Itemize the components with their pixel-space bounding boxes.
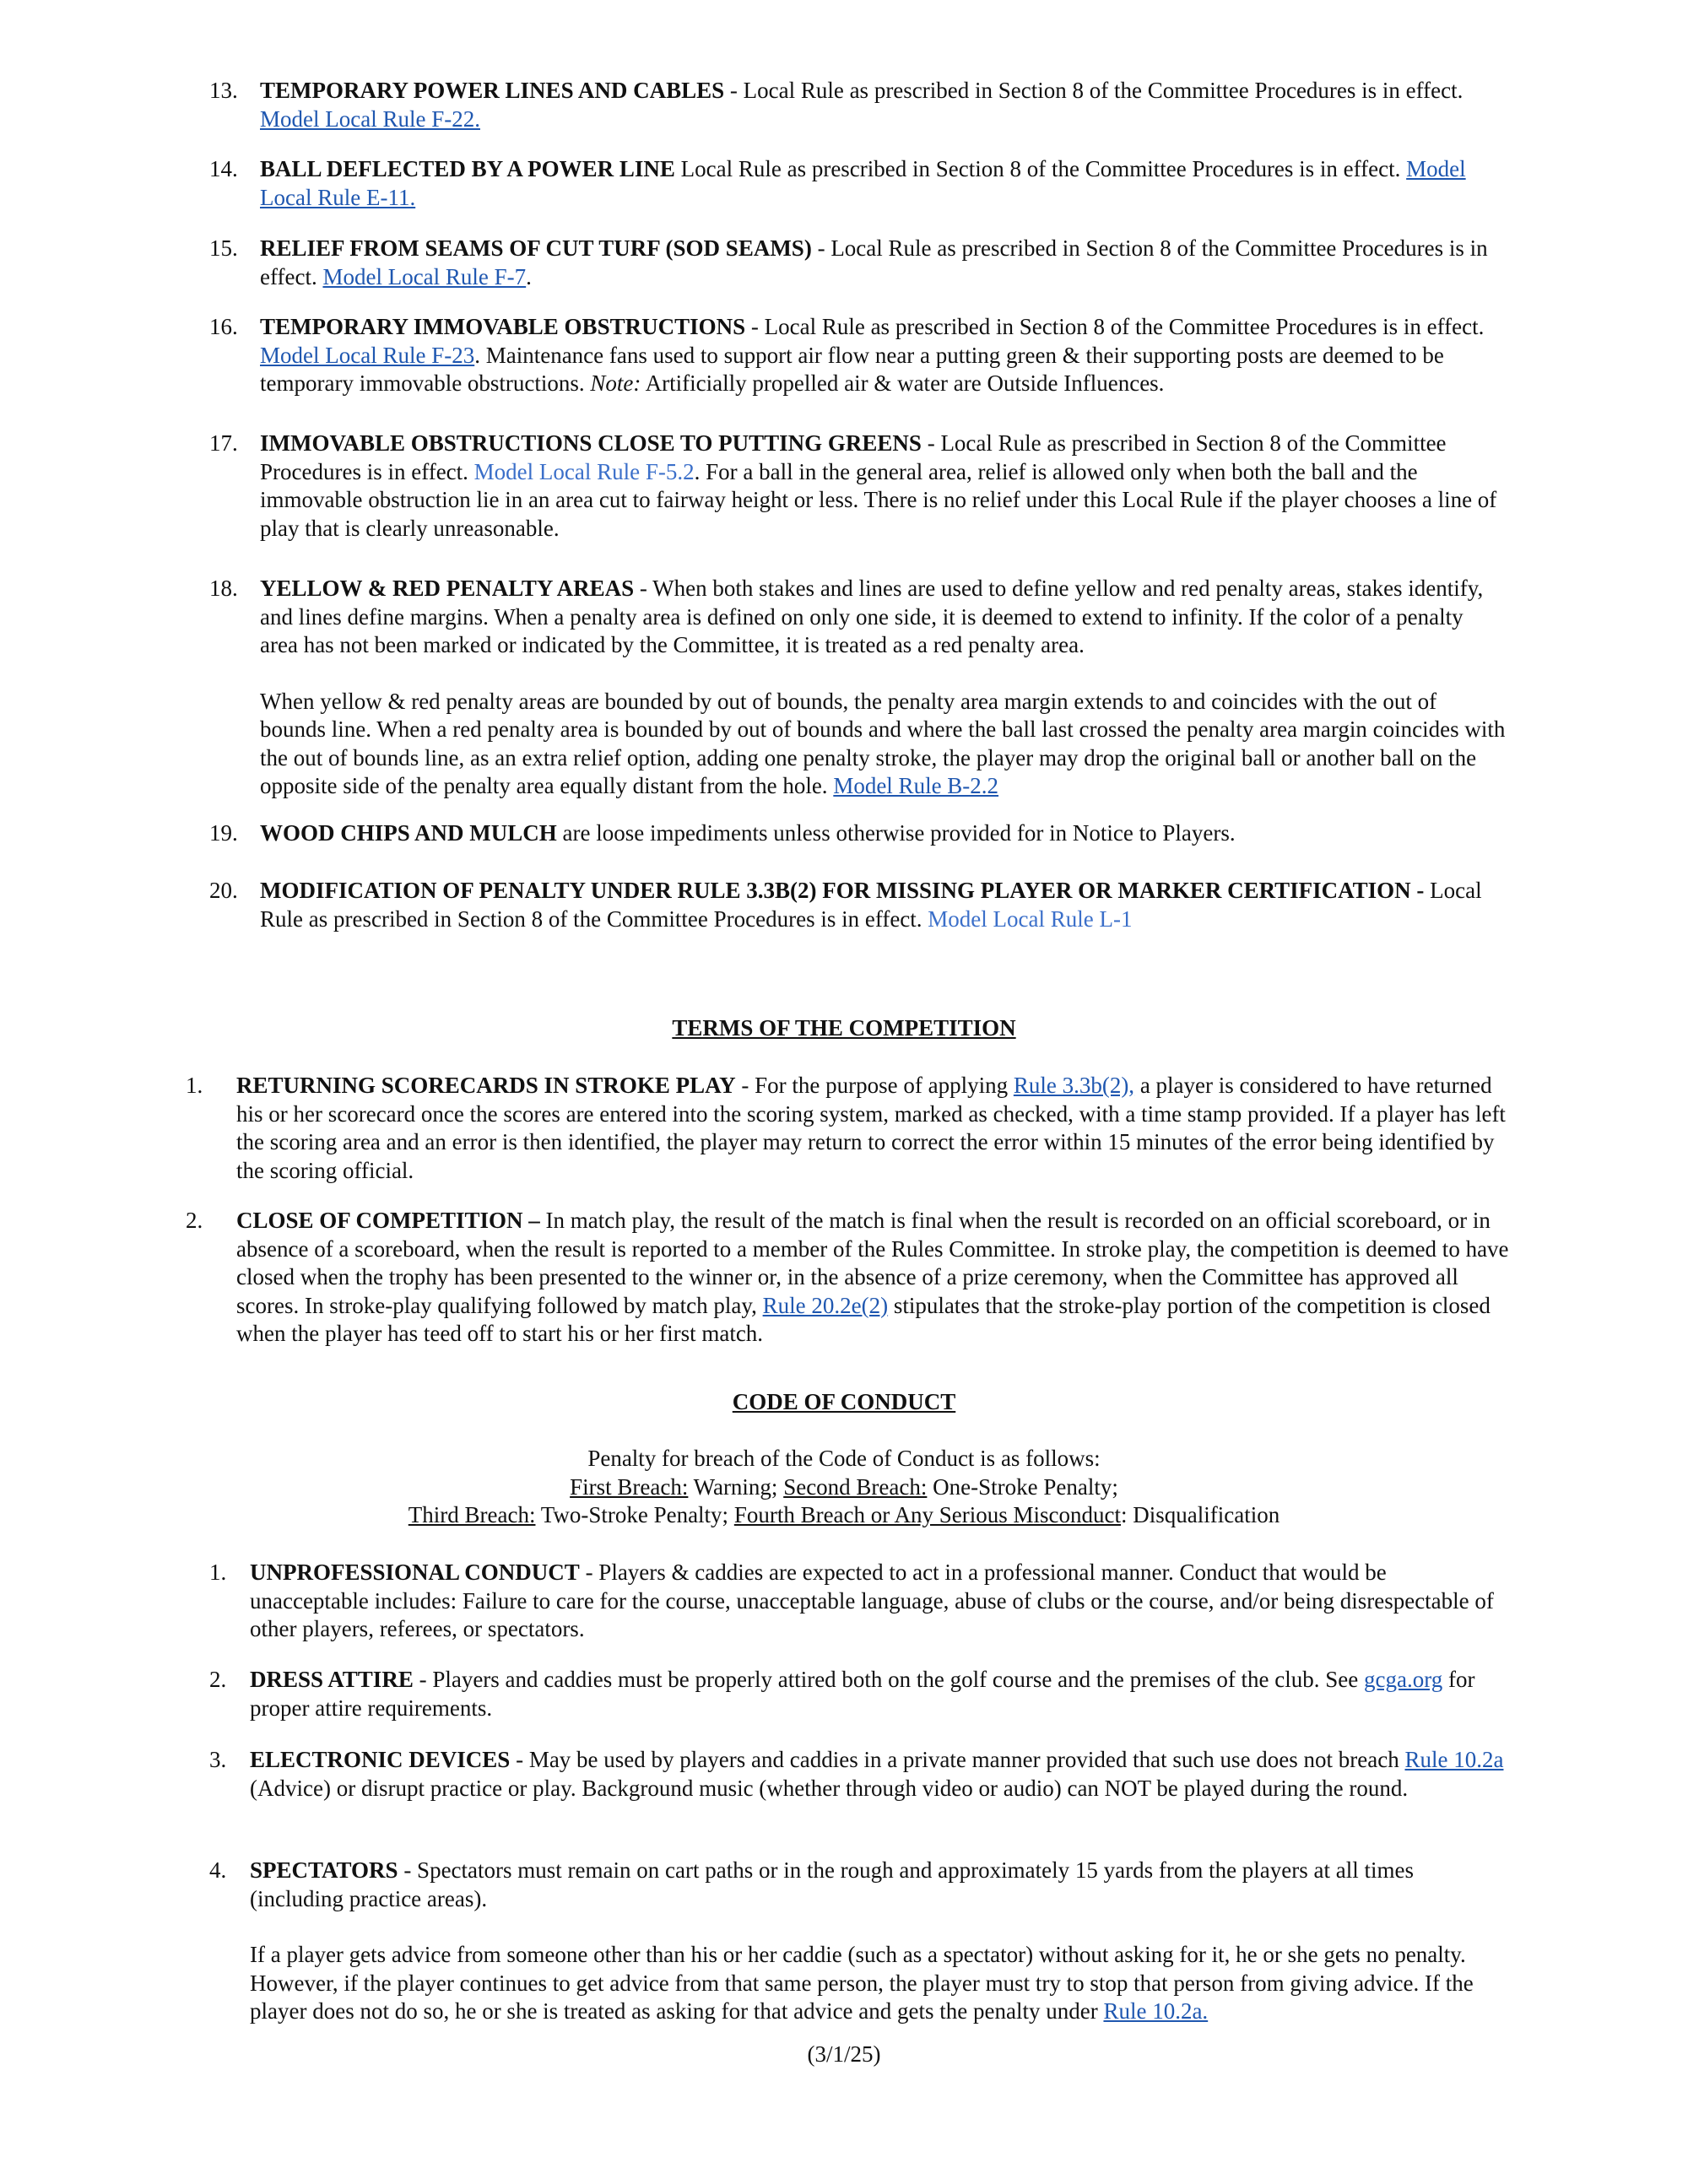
list-item	[0, 1207, 1511, 1349]
item-text: - Local Rule as prescribed in Section 8 of the Committee Procedures is in effect.	[724, 78, 1463, 103]
item-title: DRESS ATTIRE	[250, 1667, 414, 1692]
rule-20-2e2-link[interactable]: Rule 20.2e(2)	[762, 1292, 889, 1318]
rule-3-3b2-link[interactable]: Rule 3.3b(2),	[1013, 1073, 1135, 1098]
item-title: UNPROFESSIONAL CONDUCT	[250, 1560, 580, 1585]
item-number: 17.	[209, 430, 238, 456]
first-breach-value: Warning;	[688, 1473, 784, 1500]
list-item	[0, 155, 1507, 212]
page-footer-date: (3/1/25)	[807, 2041, 881, 2067]
item-title: TEMPORARY IMMOVABLE OBSTRUCTIONS	[260, 314, 746, 339]
item-text: - For the purpose of applying	[735, 1073, 1014, 1098]
rule-10-2a-link[interactable]: Rule 10.2a	[1404, 1747, 1504, 1772]
item-number: 15.	[209, 235, 238, 261]
item-para2: If a player gets advice from someone other than his or her caddie (such as a spectator) without asking for it, he or she gets no penalty. However, if the player continues to get advice from that same person, the player must try to stop that person from giving advice. If the player does not do so, he or she is treated as asking for that advice and gets the penalty under	[250, 1942, 1474, 2024]
item-title: IMMOVABLE OBSTRUCTIONS CLOSE TO PUTTING GREENS	[260, 430, 922, 456]
list-item	[0, 77, 1507, 133]
item-number: 1.	[209, 1560, 227, 1585]
item-text-after: a player is considered to have returned his or her scorecard once the scores are entered into the scoring system, marked as checked, with a time stamp provided. If a player has left the scoring area and an error is then identified, the player may return to correct the error within 15 minutes of the error being identified by the scoring official.	[236, 1073, 1506, 1183]
item-title: SPECTATORS	[250, 1857, 398, 1883]
item-number: 1.	[186, 1073, 203, 1098]
paragraph	[260, 688, 1507, 801]
item-title: YELLOW & RED PENALTY AREAS	[260, 576, 635, 601]
item-text-after: for proper attire requirements.	[250, 1667, 1475, 1721]
paragraph	[250, 1941, 1511, 2026]
list-item	[0, 1559, 1511, 1644]
model-local-rule-l1-link[interactable]: Model Local Rule L-1	[928, 905, 1133, 932]
list-item	[0, 1666, 1511, 1722]
item-text: - Local Rule as prescribed in Section 8 of the Committee Procedures is in effect.	[745, 314, 1485, 339]
terms-heading: TERMS OF THE COMPETITION	[672, 1015, 1016, 1041]
item-title: MODIFICATION OF PENALTY UNDER RULE 3.3B(2) FOR MISSING PLAYER OR MARKER CERTIFICATION -	[260, 878, 1425, 903]
model-rule-b22-link[interactable]: Model Rule B-2.2	[833, 773, 999, 798]
list-item	[0, 1746, 1511, 1803]
penalty-line-1	[0, 1473, 1688, 1502]
penalty-intro: Penalty for breach of the Code of Conduct is as follows:	[587, 1446, 1101, 1471]
item-text: In match play, the result of the match is final when the result is recorded on an official scoreboard, or in absence of a scoreboard, when the result is reported to a member of the Rules Committee. In stroke play, the competition is deemed to have closed when the trophy has been presented to the winner or, in the absence of a prize ceremony, when the Committee has approved all scores. In stroke-play qualifying followed by match play,	[236, 1208, 1509, 1318]
second-breach-label: Second Breach:	[783, 1473, 928, 1500]
item-number: 2.	[186, 1208, 203, 1233]
item-text-after: . Maintenance fans used to support air flow near a putting green & their supporting posts are deemed to be temporary immovable obstructions.	[260, 342, 1444, 396]
item-text: - May be used by players and caddies in a private manner provided that such use does not breach	[510, 1747, 1405, 1772]
item-text: - Spectators must remain on cart paths or in the rough and approximately 15 yards from the players at all times (including practice areas).	[250, 1857, 1414, 1911]
item-number: 4.	[209, 1857, 227, 1883]
fourth-breach-value: : Disqualification	[1121, 1502, 1280, 1527]
item-text: - Players & caddies are expected to act in a professional manner. Conduct that would be unacceptable includes: Failure to care for the course, unacceptable language, abuse of clubs or the course, and/or being disrespectable of other players, referees, or spectators.	[250, 1560, 1494, 1641]
item-text-after: stipulates that the stroke-play portion of the competition is closed when the player has teed off to start his or her first match.	[236, 1292, 1491, 1346]
item-text-after: .	[526, 263, 532, 289]
item-number: 13.	[209, 78, 238, 103]
item-number: 16.	[209, 314, 238, 339]
fourth-breach-label: Fourth Breach or Any Serious Misconduct	[733, 1502, 1122, 1527]
item-title: RELIEF FROM SEAMS OF CUT TURF (SOD SEAMS)	[260, 235, 812, 261]
item-number: 2.	[209, 1667, 227, 1692]
model-local-rule-e11-link[interactable]: Model Local Rule E-11.	[260, 156, 1466, 210]
model-local-rule-f52-link[interactable]: Model Local Rule F-5.2	[473, 458, 695, 484]
second-breach-value: One-Stroke Penalty;	[927, 1473, 1118, 1500]
item-text: Local Rule as prescribed in Section 8 of the Committee Procedures is in effect.	[260, 878, 1482, 932]
model-local-rule-f23-link[interactable]: Model Local Rule F-23	[260, 342, 475, 368]
gcga-org-link[interactable]: gcga.org	[1364, 1667, 1443, 1692]
item-title: ELECTRONIC DEVICES	[250, 1747, 511, 1772]
list-item	[0, 1857, 1511, 2026]
list-item	[0, 819, 1236, 848]
item-title: BALL DEFLECTED BY A POWER LINE	[260, 156, 675, 181]
note-text: Artificially propelled air & water are Outside Influences.	[641, 370, 1165, 396]
item-title: TEMPORARY POWER LINES AND CABLES	[260, 78, 725, 103]
item-text-after: (Advice) or disrupt practice or play. Background music (whether through video or audio) can NOT be played during the round.	[250, 1775, 1409, 1801]
item-number: 20.	[209, 878, 238, 903]
item-number: 19.	[209, 820, 238, 846]
item-number: 3.	[209, 1747, 227, 1772]
note-label: Note:	[590, 370, 641, 396]
first-breach-label: First Breach:	[570, 1473, 689, 1500]
item-title: WOOD CHIPS AND MULCH	[260, 820, 557, 846]
list-item	[0, 1072, 1511, 1185]
list-item	[0, 877, 1507, 933]
item-text: - Local Rule as prescribed in Section 8 of the Committee Procedures is in effect.	[260, 235, 1488, 289]
rule-10-2a-link-2[interactable]: Rule 10.2a.	[1103, 1998, 1209, 2024]
list-item	[0, 430, 1507, 543]
list-item	[0, 235, 1507, 291]
item-text: - When both stakes and lines are used to define yellow and red penalty areas, stakes identify, and lines define margins. When a penalty area is defined on only one side, it is deemed to extend to infinity. If the color of a penalty area has not been marked or indicated by the Committee, it is treated as a red penalty area.	[260, 576, 1484, 657]
third-breach-label: Third Breach:	[408, 1502, 536, 1527]
item-title: CLOSE OF COMPETITION –	[236, 1208, 540, 1233]
model-local-rule-f7-link[interactable]: Model Local Rule F-7	[322, 263, 527, 289]
item-text: - Local Rule as prescribed in Section 8 of the Committee Procedures is in effect.	[260, 430, 1447, 484]
penalty-line-2	[0, 1501, 1688, 1530]
list-item	[0, 575, 1507, 801]
item-text-after: . For a ball in the general area, relief is allowed only when both the ball and the immovable obstruction lie in an area cut to fairway height or less. There is no relief under this Local Rule if the player chooses a line of play that is clearly unreasonable.	[260, 458, 1497, 541]
conduct-heading: CODE OF CONDUCT	[732, 1389, 956, 1414]
item-text: Local Rule as prescribed in Section 8 of the Committee Procedures is in effect.	[674, 156, 1407, 181]
model-local-rule-f22-link[interactable]: Model Local Rule F-22.	[260, 105, 480, 132]
list-item	[0, 313, 1507, 398]
item-text: are loose impediments unless otherwise provided for in Notice to Players.	[556, 820, 1236, 846]
item-para2: When yellow & red penalty areas are bounded by out of bounds, the penalty area margin extends to and coincides with the out of bounds line. When a red penalty area is bounded by out of bounds and where the ball last crossed the penalty area margin coincides with the out of bounds line, as an extra relief option, adding one penalty stroke, the player may drop the original ball or another ball on the opposite side of the penalty area equally distant from the hole.	[260, 688, 1506, 798]
penalty-schedule	[0, 1445, 1688, 1530]
third-breach-value: Two-Stroke Penalty;	[535, 1502, 734, 1527]
item-title: RETURNING SCORECARDS IN STROKE PLAY	[236, 1073, 736, 1098]
item-number: 18.	[209, 576, 238, 601]
item-number: 14.	[209, 156, 238, 181]
item-text: - Players and caddies must be properly attired both on the golf course and the premises of the club. See	[413, 1667, 1365, 1692]
